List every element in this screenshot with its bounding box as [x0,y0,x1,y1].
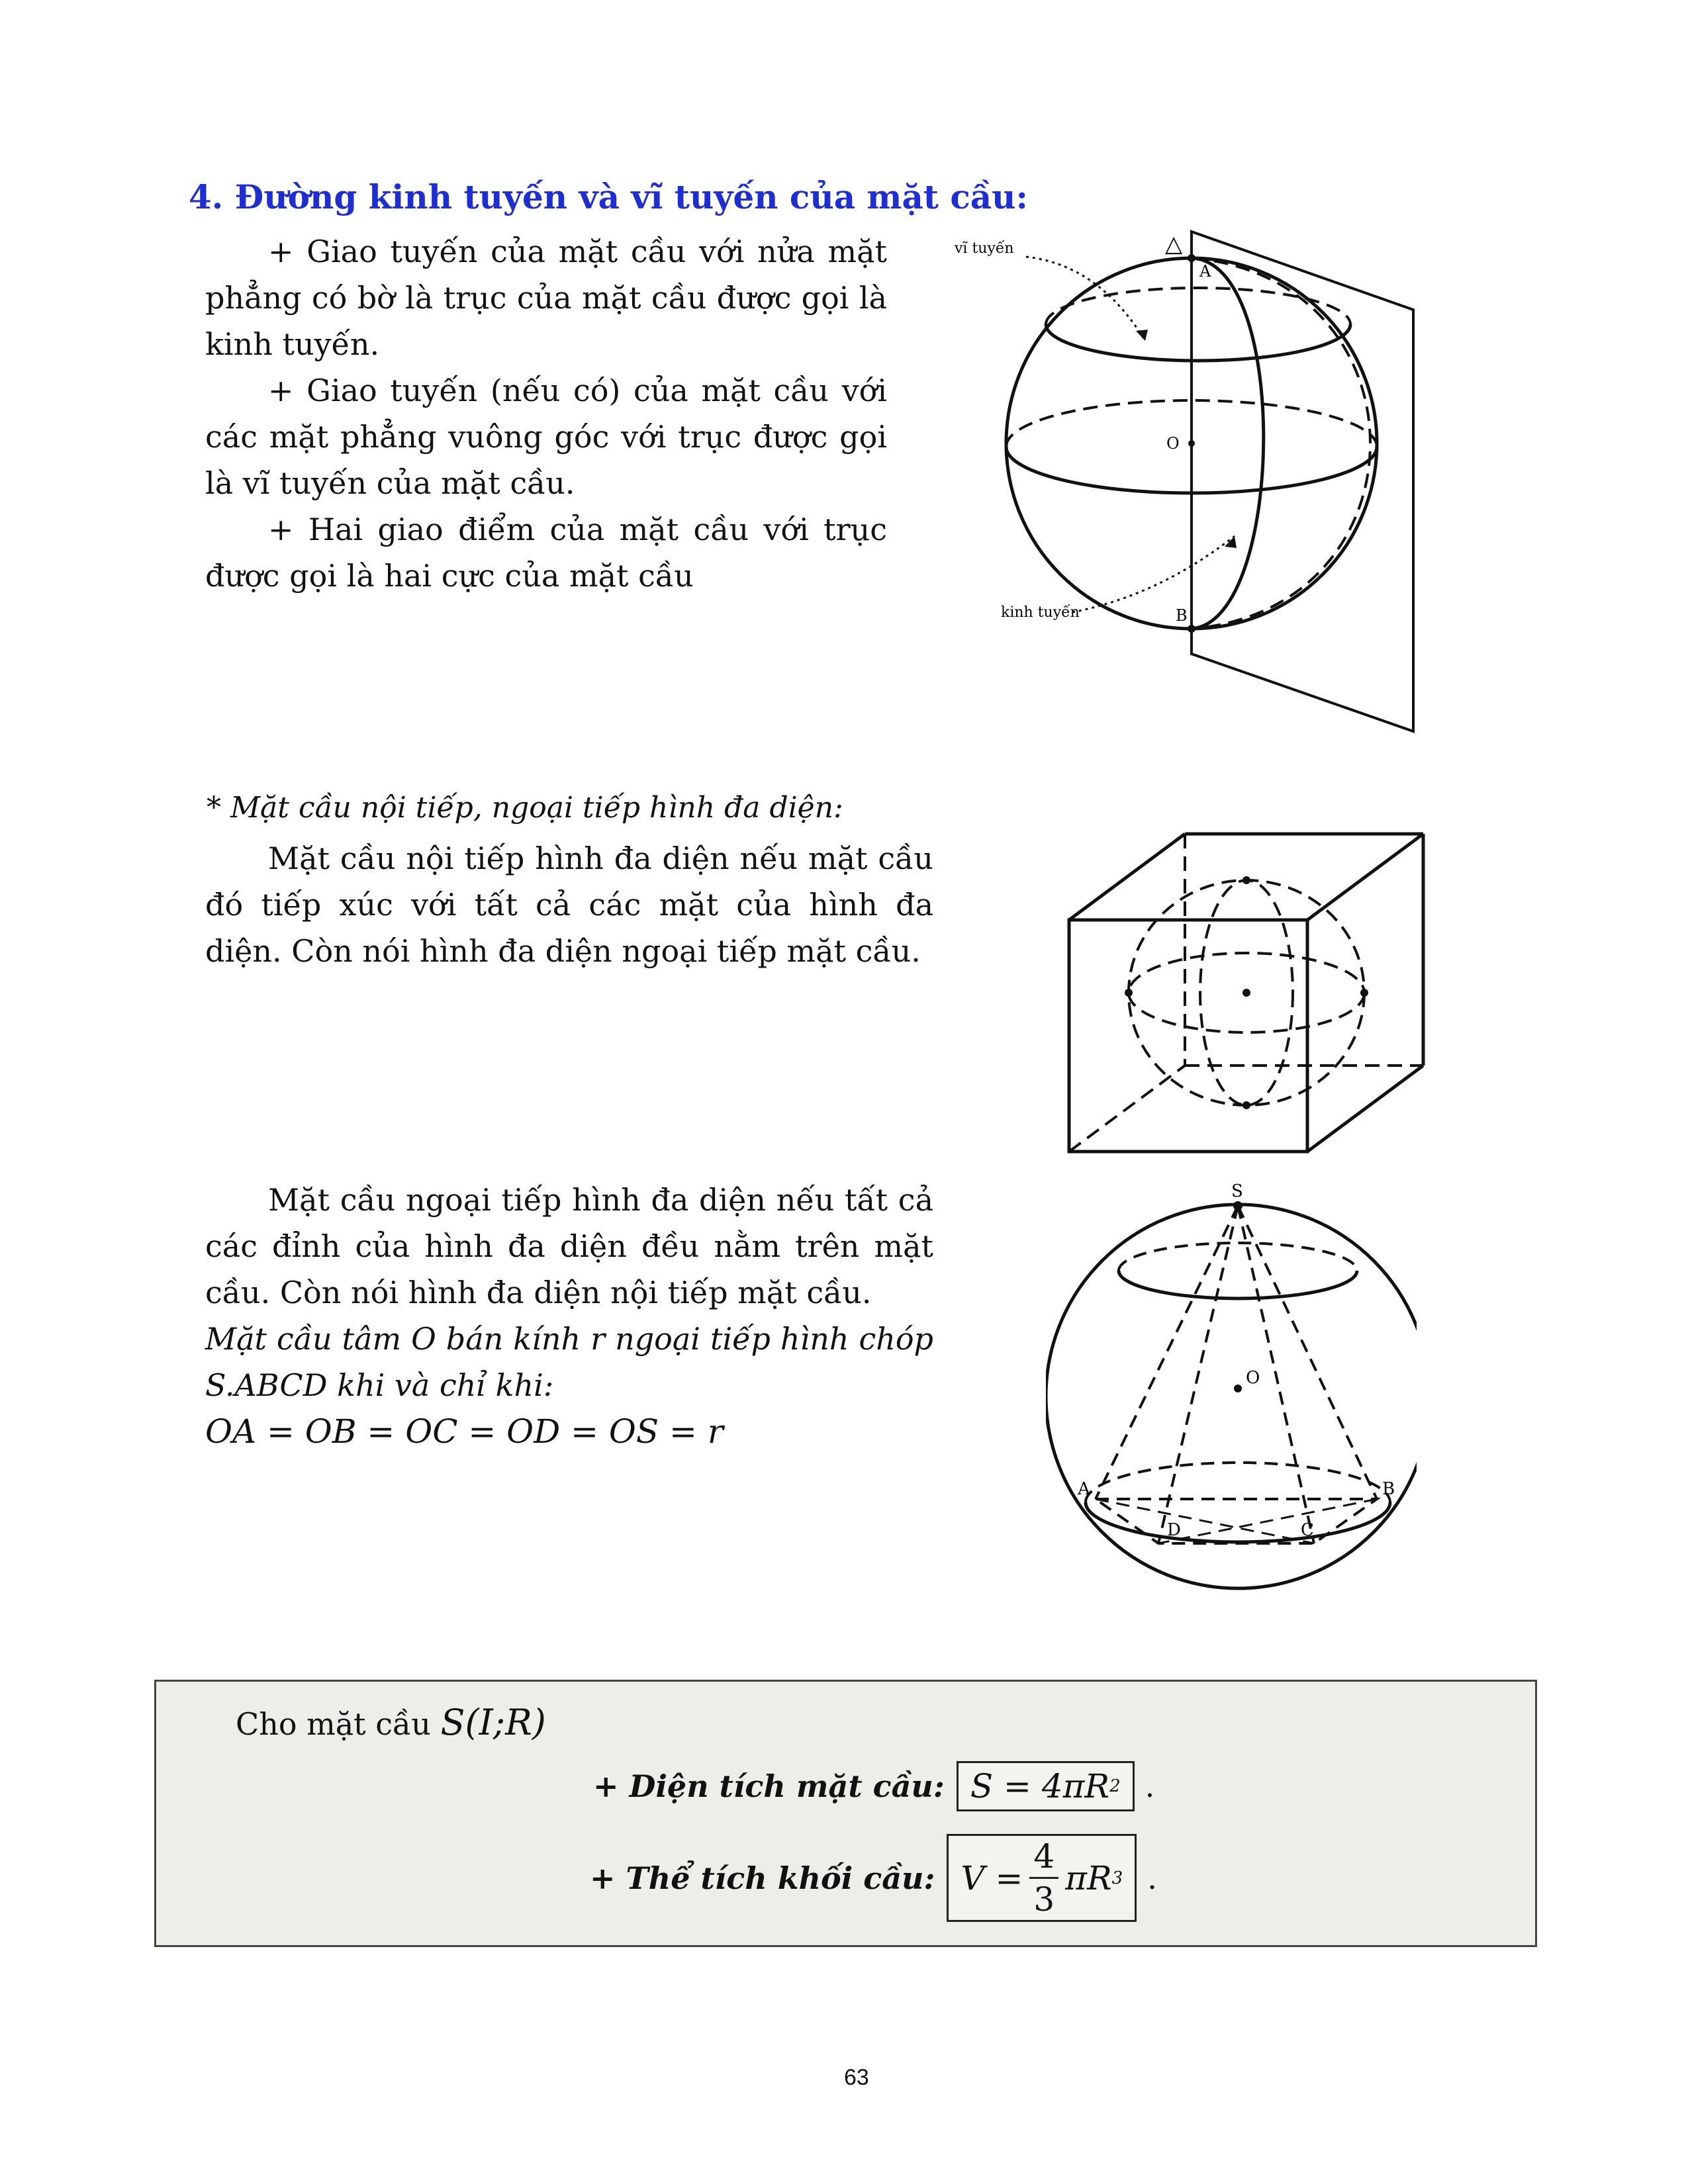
volume-lhs: V = [961,1858,1023,1897]
top-circle-front [1119,1271,1357,1298]
box-intro [236,1702,546,1743]
section3-text [205,1177,933,1455]
cube-edge-bl-hidden [1069,1066,1185,1152]
volume-exp: 3 [1111,1868,1123,1888]
area-formula [957,1761,1135,1811]
tangent-top [1243,876,1250,884]
latitude-front [1046,324,1350,361]
vi-tuyen-arrow [1136,330,1148,341]
edge-sd [1158,1206,1238,1543]
volume-formula [947,1834,1137,1922]
outer-sphere [1046,1205,1417,1588]
area-formula-exp: 2 [1109,1776,1121,1796]
circumscribed-pyramid-figure [1046,1178,1417,1602]
cube-edge-tr [1307,834,1423,920]
center-dot [1188,440,1195,447]
tangent-bottom [1243,1101,1250,1109]
volume-rhs: πR [1065,1858,1112,1897]
paragraph-vi-tuyen: + Giao tuyến (nếu có) của mặt cầu với các mặt phẳng vuông góc với trục được gọi là vĩ tuyến của mặt cầu. [205,373,887,501]
sphere-center-o [1234,1385,1242,1392]
section1-text [205,228,887,599]
top-circle-back [1119,1243,1357,1271]
label-c3: C [1301,1520,1314,1540]
meridian-back [1192,258,1370,629]
label-delta: △ [1165,231,1183,257]
tangent-right [1360,989,1368,997]
label-a: A [1199,262,1211,281]
latitude-back [1046,288,1350,324]
half-plane [1192,232,1413,731]
volume-label: + Thể tích khối cầu: [590,1860,935,1896]
edge-sb [1238,1206,1377,1499]
sphere-notation: S(I;R) [440,1702,546,1743]
circumscribed-formula: OA = OB = OC = OD = OS = r [205,1412,724,1451]
circumscribed-condition: Mặt cầu tâm O bán kính r ngoại tiếp hình chóp S.ABCD khi và chỉ khi: [205,1321,933,1403]
label-d3: D [1167,1520,1181,1540]
inscribed-center [1243,989,1250,997]
paragraph-noi-tiep: Mặt cầu nội tiếp hình đa diện nếu mặt cầu đó tiếp xúc với tất cả các mặt của hình đa diện. Còn nói hình đa diện ngoại tiếp mặt cầu. [205,841,933,969]
kinh-tuyen-arrow [1225,536,1237,548]
area-label: + Diện tích mặt cầu: [593,1768,945,1804]
label-o: O [1166,434,1180,453]
label-b: B [1176,606,1188,625]
inscribed-section-title: * Mặt cầu nội tiếp, ngoại tiếp hình đa diện: [207,791,843,825]
volume-period: . [1147,1860,1157,1896]
section2-text [205,835,933,974]
vertex-s [1233,1201,1243,1210]
volume-row [590,1834,1157,1922]
volume-numerator: 4 [1029,1840,1058,1879]
formula-box [154,1680,1537,1947]
edge-sa [1096,1206,1238,1499]
volume-fraction [1029,1837,1058,1919]
meridian-latitude-figure [940,225,1443,741]
page-number: 63 [844,2065,869,2090]
pole-b-dot [1188,625,1196,633]
volume-denominator: 3 [1033,1880,1055,1919]
area-formula-main: S = 4πR [970,1767,1110,1805]
section-heading: 4. Đường kinh tuyến và vĩ tuyến của mặt cầu: [189,177,1028,216]
base-abcd [1096,1499,1377,1543]
label-kinh-tuyen: kinh tuyến [1001,604,1080,621]
label-a3: A [1078,1479,1090,1499]
paragraph-ngoai-tiep: Mặt cầu ngoại tiếp hình đa diện nếu tất cả các đỉnh của hình đa diện đều nằm trên mặt cầu. Còn nói hình đa diện nội tiếp mặt cầu. [205,1182,933,1310]
label-b3: B [1382,1479,1395,1499]
box-intro-text: Cho mặt cầu [236,1706,431,1742]
area-period: . [1145,1768,1155,1804]
paragraph-kinh-tuyen: + Giao tuyến của mặt cầu với nửa mặt phẳng có bờ là trục của mặt cầu được gọi là kinh tuyến. [205,234,887,362]
label-s: S [1231,1181,1243,1201]
cube-edge-tl [1069,834,1185,920]
meridian-front [1192,258,1264,629]
label-o3: O [1246,1368,1260,1388]
inscribed-sphere-cube-figure [1059,827,1443,1171]
area-row [593,1761,1154,1811]
base-circle-back [1086,1463,1390,1502]
tangent-left [1125,989,1133,997]
pole-a-dot [1188,254,1196,262]
paragraph-hai-cuc: + Hai giao điểm của mặt cầu với trục được gọi là hai cực của mặt cầu [205,512,887,594]
label-vi-tuyen: vĩ tuyến [955,240,1014,257]
